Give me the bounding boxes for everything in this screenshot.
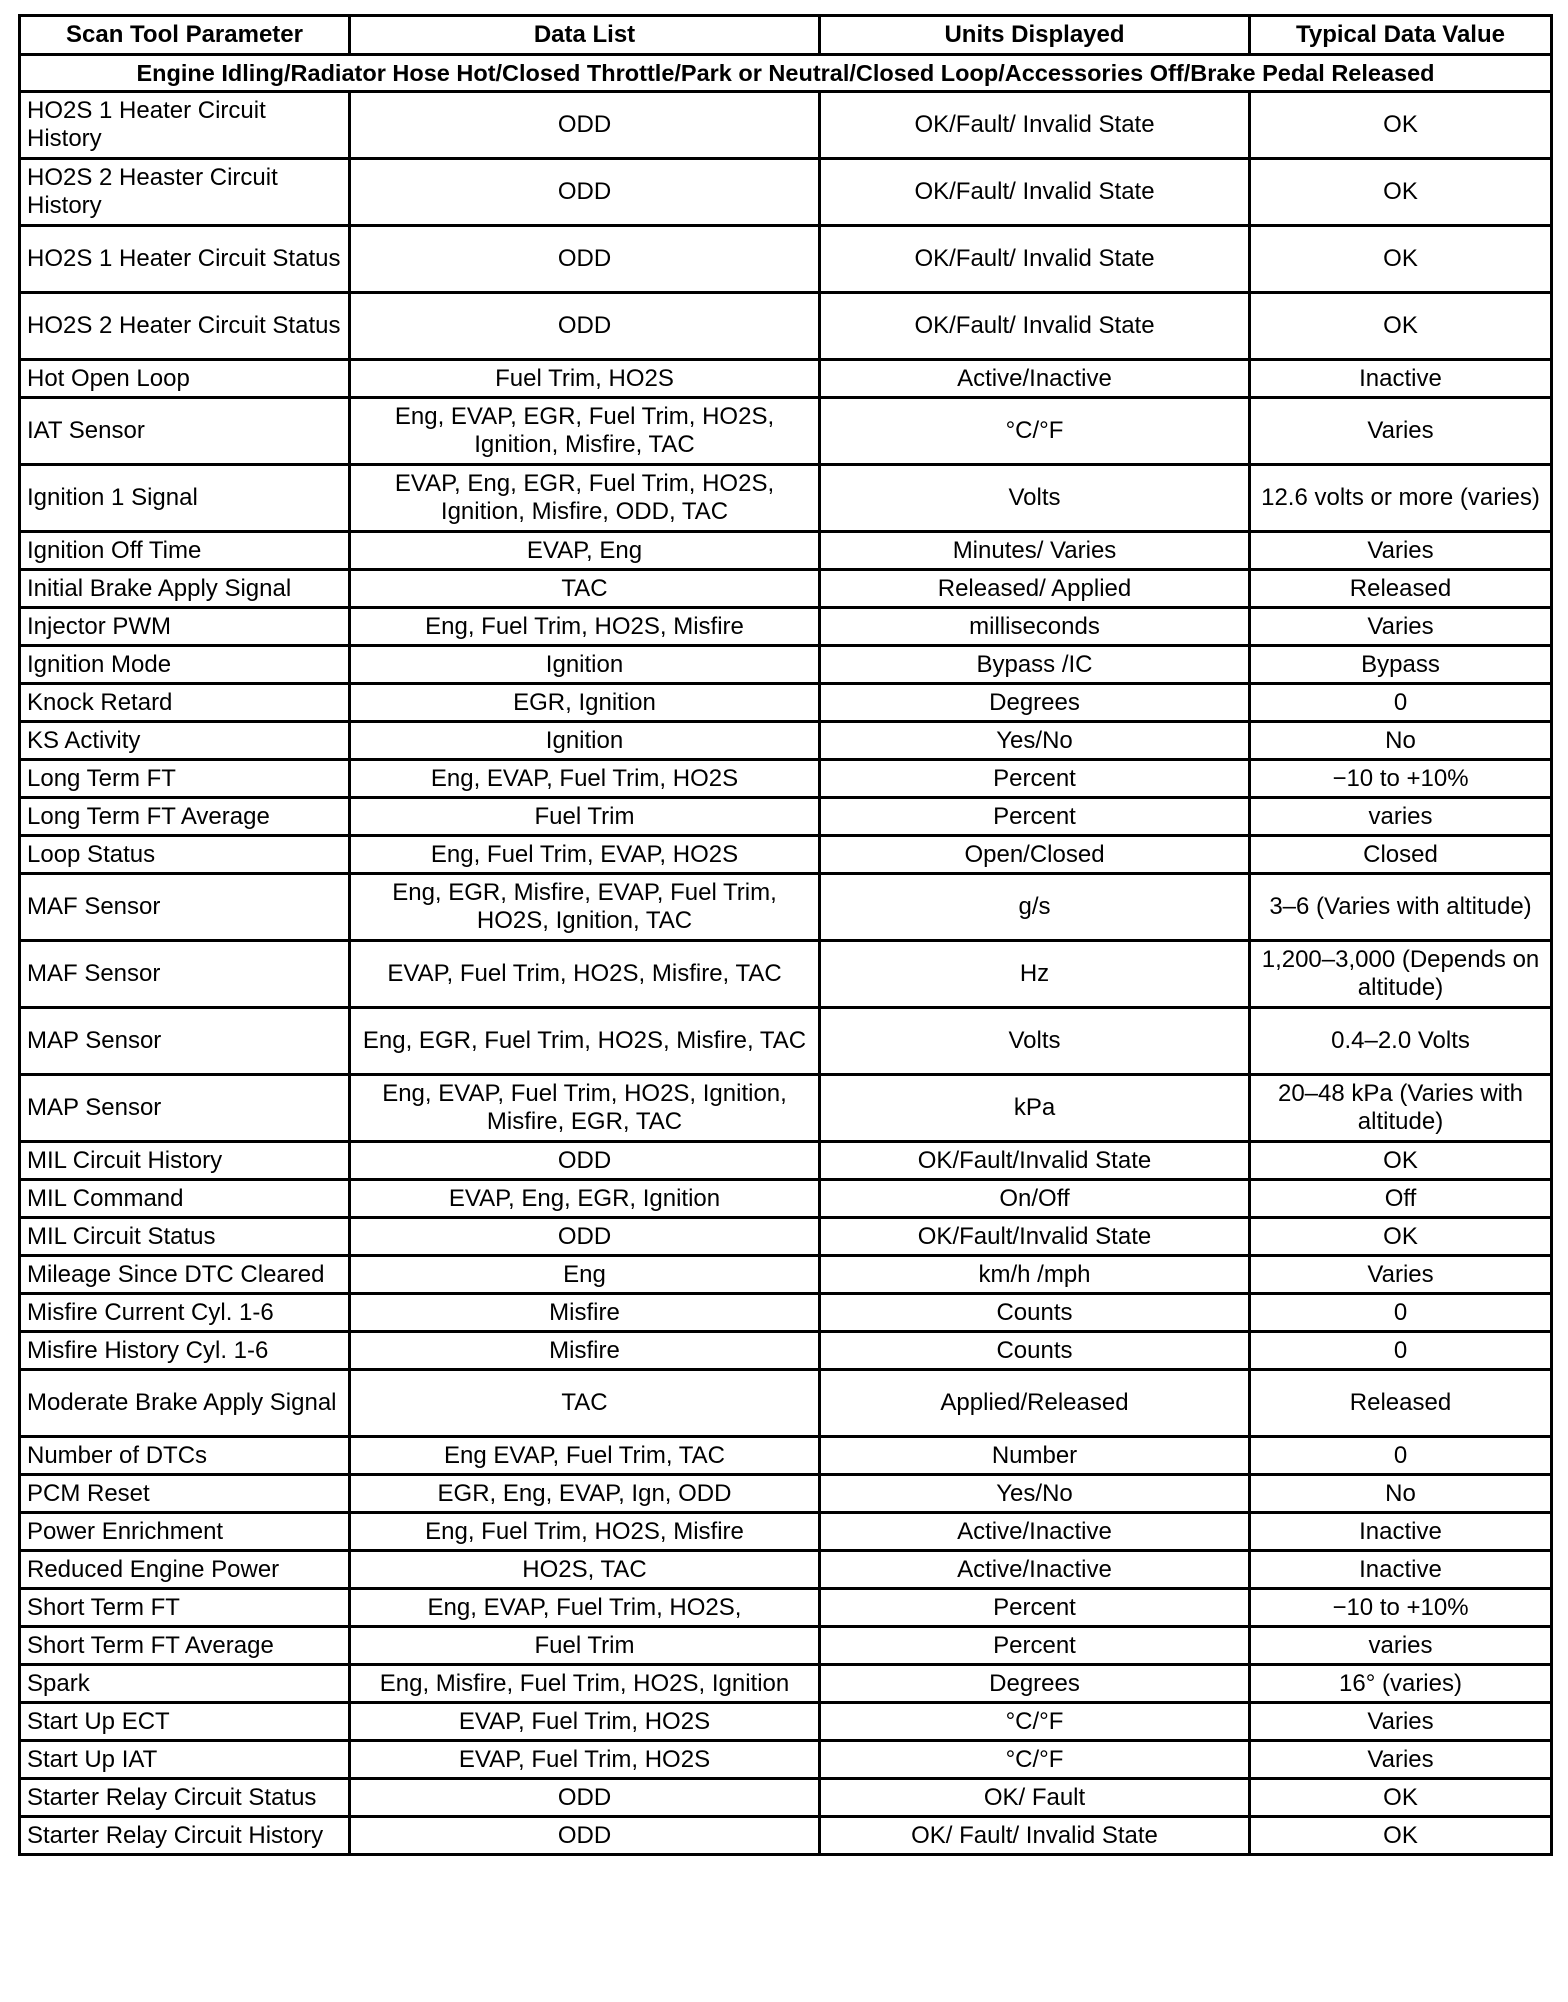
cell-units: °C/°F (820, 1703, 1250, 1741)
cell-data-list: Eng, Fuel Trim, HO2S, Misfire (350, 1513, 820, 1551)
cell-units: Counts (820, 1294, 1250, 1332)
operating-condition: Engine Idling/Radiator Hose Hot/Closed Throttle/Park or Neutral/Closed Loop/Accessories Off/Brake Pedal Released (20, 55, 1552, 92)
cell-units: OK/ Fault (820, 1779, 1250, 1817)
condition-row (20, 55, 1552, 92)
table-row (20, 1142, 1552, 1180)
cell-units: On/Off (820, 1180, 1250, 1218)
cell-data-list: EVAP, Eng, EGR, Fuel Trim, HO2S, Ignition, Misfire, ODD, TAC (350, 465, 820, 532)
cell-units: Hz (820, 941, 1250, 1008)
cell-units: Percent (820, 1627, 1250, 1665)
cell-typical-value: Varies (1250, 398, 1552, 465)
cell-data-list: EVAP, Fuel Trim, HO2S (350, 1741, 820, 1779)
cell-data-list: ODD (350, 226, 820, 293)
cell-units: milliseconds (820, 608, 1250, 646)
table-row (20, 1703, 1552, 1741)
table-row (20, 532, 1552, 570)
cell-units: km/h /mph (820, 1256, 1250, 1294)
cell-units: kPa (820, 1075, 1250, 1142)
cell-parameter: IAT Sensor (20, 398, 350, 465)
cell-units: Minutes/ Varies (820, 532, 1250, 570)
cell-data-list: TAC (350, 570, 820, 608)
table-row (20, 1180, 1552, 1218)
cell-parameter: Hot Open Loop (20, 360, 350, 398)
cell-data-list: Eng EVAP, Fuel Trim, TAC (350, 1437, 820, 1475)
cell-typical-value: No (1250, 1475, 1552, 1513)
cell-parameter: Starter Relay Circuit Status (20, 1779, 350, 1817)
cell-parameter: Short Term FT Average (20, 1627, 350, 1665)
cell-data-list: TAC (350, 1370, 820, 1437)
cell-typical-value: varies (1250, 798, 1552, 836)
cell-typical-value: 0.4–2.0 Volts (1250, 1008, 1552, 1075)
cell-typical-value: Varies (1250, 1256, 1552, 1294)
cell-data-list: Misfire (350, 1332, 820, 1370)
cell-typical-value: OK (1250, 159, 1552, 226)
cell-typical-value: No (1250, 722, 1552, 760)
cell-typical-value: varies (1250, 1627, 1552, 1665)
cell-data-list: Eng, EGR, Fuel Trim, HO2S, Misfire, TAC (350, 1008, 820, 1075)
cell-data-list: Fuel Trim (350, 798, 820, 836)
cell-data-list: EVAP, Eng (350, 532, 820, 570)
cell-parameter: Misfire Current Cyl. 1-6 (20, 1294, 350, 1332)
cell-parameter: Spark (20, 1665, 350, 1703)
cell-typical-value: 0 (1250, 1437, 1552, 1475)
table-row (20, 1513, 1552, 1551)
cell-typical-value: Varies (1250, 1703, 1552, 1741)
cell-data-list: ODD (350, 92, 820, 159)
table-row (20, 293, 1552, 360)
cell-typical-value: OK (1250, 1142, 1552, 1180)
table-row (20, 1370, 1552, 1437)
cell-typical-value: 0 (1250, 1332, 1552, 1370)
cell-data-list: Eng (350, 1256, 820, 1294)
cell-parameter: Loop Status (20, 836, 350, 874)
cell-units: Active/Inactive (820, 1551, 1250, 1589)
cell-parameter: MIL Command (20, 1180, 350, 1218)
cell-typical-value: −10 to +10% (1250, 1589, 1552, 1627)
cell-data-list: EVAP, Fuel Trim, HO2S (350, 1703, 820, 1741)
cell-parameter: MIL Circuit Status (20, 1218, 350, 1256)
cell-data-list: Eng, EVAP, Fuel Trim, HO2S, (350, 1589, 820, 1627)
cell-typical-value: Varies (1250, 1741, 1552, 1779)
table-row (20, 92, 1552, 159)
cell-data-list: ODD (350, 1817, 820, 1855)
cell-data-list: ODD (350, 1142, 820, 1180)
column-header-units: Units Displayed (820, 16, 1250, 55)
cell-typical-value: Varies (1250, 532, 1552, 570)
cell-parameter: Ignition Off Time (20, 532, 350, 570)
cell-parameter: Starter Relay Circuit History (20, 1817, 350, 1855)
table-row (20, 226, 1552, 293)
cell-units: Percent (820, 1589, 1250, 1627)
table-row (20, 398, 1552, 465)
cell-typical-value: 16° (varies) (1250, 1665, 1552, 1703)
cell-units: Degrees (820, 684, 1250, 722)
cell-units: OK/Fault/ Invalid State (820, 226, 1250, 293)
table-row (20, 1817, 1552, 1855)
table-row (20, 360, 1552, 398)
cell-units: Degrees (820, 1665, 1250, 1703)
cell-parameter: Start Up IAT (20, 1741, 350, 1779)
cell-typical-value: 12.6 volts or more (varies) (1250, 465, 1552, 532)
table-row (20, 760, 1552, 798)
cell-data-list: ODD (350, 1218, 820, 1256)
cell-data-list: ODD (350, 159, 820, 226)
cell-data-list: Eng, Fuel Trim, HO2S, Misfire (350, 608, 820, 646)
cell-units: Volts (820, 1008, 1250, 1075)
cell-data-list: Fuel Trim (350, 1627, 820, 1665)
cell-data-list: ODD (350, 1779, 820, 1817)
cell-parameter: MAP Sensor (20, 1008, 350, 1075)
cell-units: Percent (820, 798, 1250, 836)
cell-parameter: PCM Reset (20, 1475, 350, 1513)
cell-typical-value: OK (1250, 1218, 1552, 1256)
cell-parameter: KS Activity (20, 722, 350, 760)
cell-data-list: Eng, Misfire, Fuel Trim, HO2S, Ignition (350, 1665, 820, 1703)
column-header-typical-value: Typical Data Value (1250, 16, 1552, 55)
cell-parameter: MIL Circuit History (20, 1142, 350, 1180)
cell-typical-value: Bypass (1250, 646, 1552, 684)
table-row (20, 1665, 1552, 1703)
cell-parameter: Mileage Since DTC Cleared (20, 1256, 350, 1294)
table-row (20, 1741, 1552, 1779)
table-row (20, 1475, 1552, 1513)
column-header-data-list: Data List (350, 16, 820, 55)
cell-parameter: Start Up ECT (20, 1703, 350, 1741)
cell-units: Percent (820, 760, 1250, 798)
cell-parameter: HO2S 1 Heater Circuit History (20, 92, 350, 159)
cell-parameter: Ignition Mode (20, 646, 350, 684)
cell-units: Number (820, 1437, 1250, 1475)
cell-units: OK/Fault/Invalid State (820, 1218, 1250, 1256)
cell-units: g/s (820, 874, 1250, 941)
cell-parameter: HO2S 1 Heater Circuit Status (20, 226, 350, 293)
cell-data-list: Eng, EVAP, Fuel Trim, HO2S (350, 760, 820, 798)
table-row (20, 1075, 1552, 1142)
cell-units: Yes/No (820, 1475, 1250, 1513)
table-row (20, 608, 1552, 646)
table-row (20, 1589, 1552, 1627)
cell-units: °C/°F (820, 1741, 1250, 1779)
table-row (20, 1779, 1552, 1817)
table-row (20, 1218, 1552, 1256)
table-row (20, 159, 1552, 226)
table-row (20, 570, 1552, 608)
table-row (20, 1627, 1552, 1665)
cell-parameter: Power Enrichment (20, 1513, 350, 1551)
cell-typical-value: Off (1250, 1180, 1552, 1218)
cell-typical-value: Inactive (1250, 360, 1552, 398)
cell-typical-value: 0 (1250, 1294, 1552, 1332)
cell-units: Yes/No (820, 722, 1250, 760)
cell-units: Active/Inactive (820, 1513, 1250, 1551)
cell-parameter: Long Term FT (20, 760, 350, 798)
table-row (20, 1294, 1552, 1332)
table-row (20, 1256, 1552, 1294)
cell-data-list: Eng, EVAP, EGR, Fuel Trim, HO2S, Ignition, Misfire, TAC (350, 398, 820, 465)
cell-units: Active/Inactive (820, 360, 1250, 398)
table-row (20, 646, 1552, 684)
table-row (20, 722, 1552, 760)
table-row (20, 1332, 1552, 1370)
cell-data-list: ODD (350, 293, 820, 360)
cell-data-list: Eng, EGR, Misfire, EVAP, Fuel Trim, HO2S, Ignition, TAC (350, 874, 820, 941)
cell-units: Bypass /IC (820, 646, 1250, 684)
table-row (20, 465, 1552, 532)
cell-parameter: Ignition 1 Signal (20, 465, 350, 532)
cell-units: Applied/Released (820, 1370, 1250, 1437)
cell-data-list: EVAP, Fuel Trim, HO2S, Misfire, TAC (350, 941, 820, 1008)
cell-data-list: EGR, Eng, EVAP, Ign, ODD (350, 1475, 820, 1513)
cell-parameter: Long Term FT Average (20, 798, 350, 836)
cell-typical-value: OK (1250, 1779, 1552, 1817)
cell-parameter: MAP Sensor (20, 1075, 350, 1142)
cell-data-list: Eng, Fuel Trim, EVAP, HO2S (350, 836, 820, 874)
cell-units: °C/°F (820, 398, 1250, 465)
cell-parameter: MAF Sensor (20, 874, 350, 941)
cell-units: Open/Closed (820, 836, 1250, 874)
cell-data-list: EVAP, Eng, EGR, Ignition (350, 1180, 820, 1218)
table-row (20, 684, 1552, 722)
cell-units: Counts (820, 1332, 1250, 1370)
table-row (20, 798, 1552, 836)
cell-units: Volts (820, 465, 1250, 532)
cell-units: OK/Fault/ Invalid State (820, 92, 1250, 159)
cell-parameter: HO2S 2 Heaster Circuit History (20, 159, 350, 226)
header-row (20, 16, 1552, 55)
cell-parameter: Injector PWM (20, 608, 350, 646)
cell-typical-value: −10 to +10% (1250, 760, 1552, 798)
cell-data-list: EGR, Ignition (350, 684, 820, 722)
cell-data-list: Ignition (350, 722, 820, 760)
cell-parameter: Misfire History Cyl. 1-6 (20, 1332, 350, 1370)
cell-units: OK/ Fault/ Invalid State (820, 1817, 1250, 1855)
cell-typical-value: 1,200–3,000 (Depends on altitude) (1250, 941, 1552, 1008)
cell-data-list: Fuel Trim, HO2S (350, 360, 820, 398)
cell-parameter: MAF Sensor (20, 941, 350, 1008)
table-row (20, 1551, 1552, 1589)
cell-units: OK/Fault/Invalid State (820, 1142, 1250, 1180)
scan-tool-data-table (18, 14, 1553, 1856)
cell-typical-value: Inactive (1250, 1551, 1552, 1589)
cell-typical-value: Released (1250, 570, 1552, 608)
cell-typical-value: 3–6 (Varies with altitude) (1250, 874, 1552, 941)
cell-typical-value: OK (1250, 226, 1552, 293)
table-row (20, 874, 1552, 941)
cell-typical-value: OK (1250, 293, 1552, 360)
table-row (20, 1008, 1552, 1075)
cell-typical-value: OK (1250, 1817, 1552, 1855)
cell-units: Released/ Applied (820, 570, 1250, 608)
cell-data-list: HO2S, TAC (350, 1551, 820, 1589)
cell-parameter: Knock Retard (20, 684, 350, 722)
table-row (20, 1437, 1552, 1475)
cell-parameter: Initial Brake Apply Signal (20, 570, 350, 608)
cell-typical-value: OK (1250, 92, 1552, 159)
table-row (20, 836, 1552, 874)
column-header-parameter: Scan Tool Parameter (20, 16, 350, 55)
cell-parameter: Reduced Engine Power (20, 1551, 350, 1589)
cell-parameter: Number of DTCs (20, 1437, 350, 1475)
cell-typical-value: Released (1250, 1370, 1552, 1437)
cell-data-list: Eng, EVAP, Fuel Trim, HO2S, Ignition, Misfire, EGR, TAC (350, 1075, 820, 1142)
cell-typical-value: Closed (1250, 836, 1552, 874)
cell-units: OK/Fault/ Invalid State (820, 293, 1250, 360)
cell-parameter: Short Term FT (20, 1589, 350, 1627)
cell-parameter: Moderate Brake Apply Signal (20, 1370, 350, 1437)
table-row (20, 941, 1552, 1008)
cell-parameter: HO2S 2 Heater Circuit Status (20, 293, 350, 360)
cell-typical-value: 0 (1250, 684, 1552, 722)
cell-units: OK/Fault/ Invalid State (820, 159, 1250, 226)
cell-data-list: Misfire (350, 1294, 820, 1332)
cell-typical-value: 20–48 kPa (Varies with altitude) (1250, 1075, 1552, 1142)
cell-typical-value: Varies (1250, 608, 1552, 646)
cell-typical-value: Inactive (1250, 1513, 1552, 1551)
cell-data-list: Ignition (350, 646, 820, 684)
